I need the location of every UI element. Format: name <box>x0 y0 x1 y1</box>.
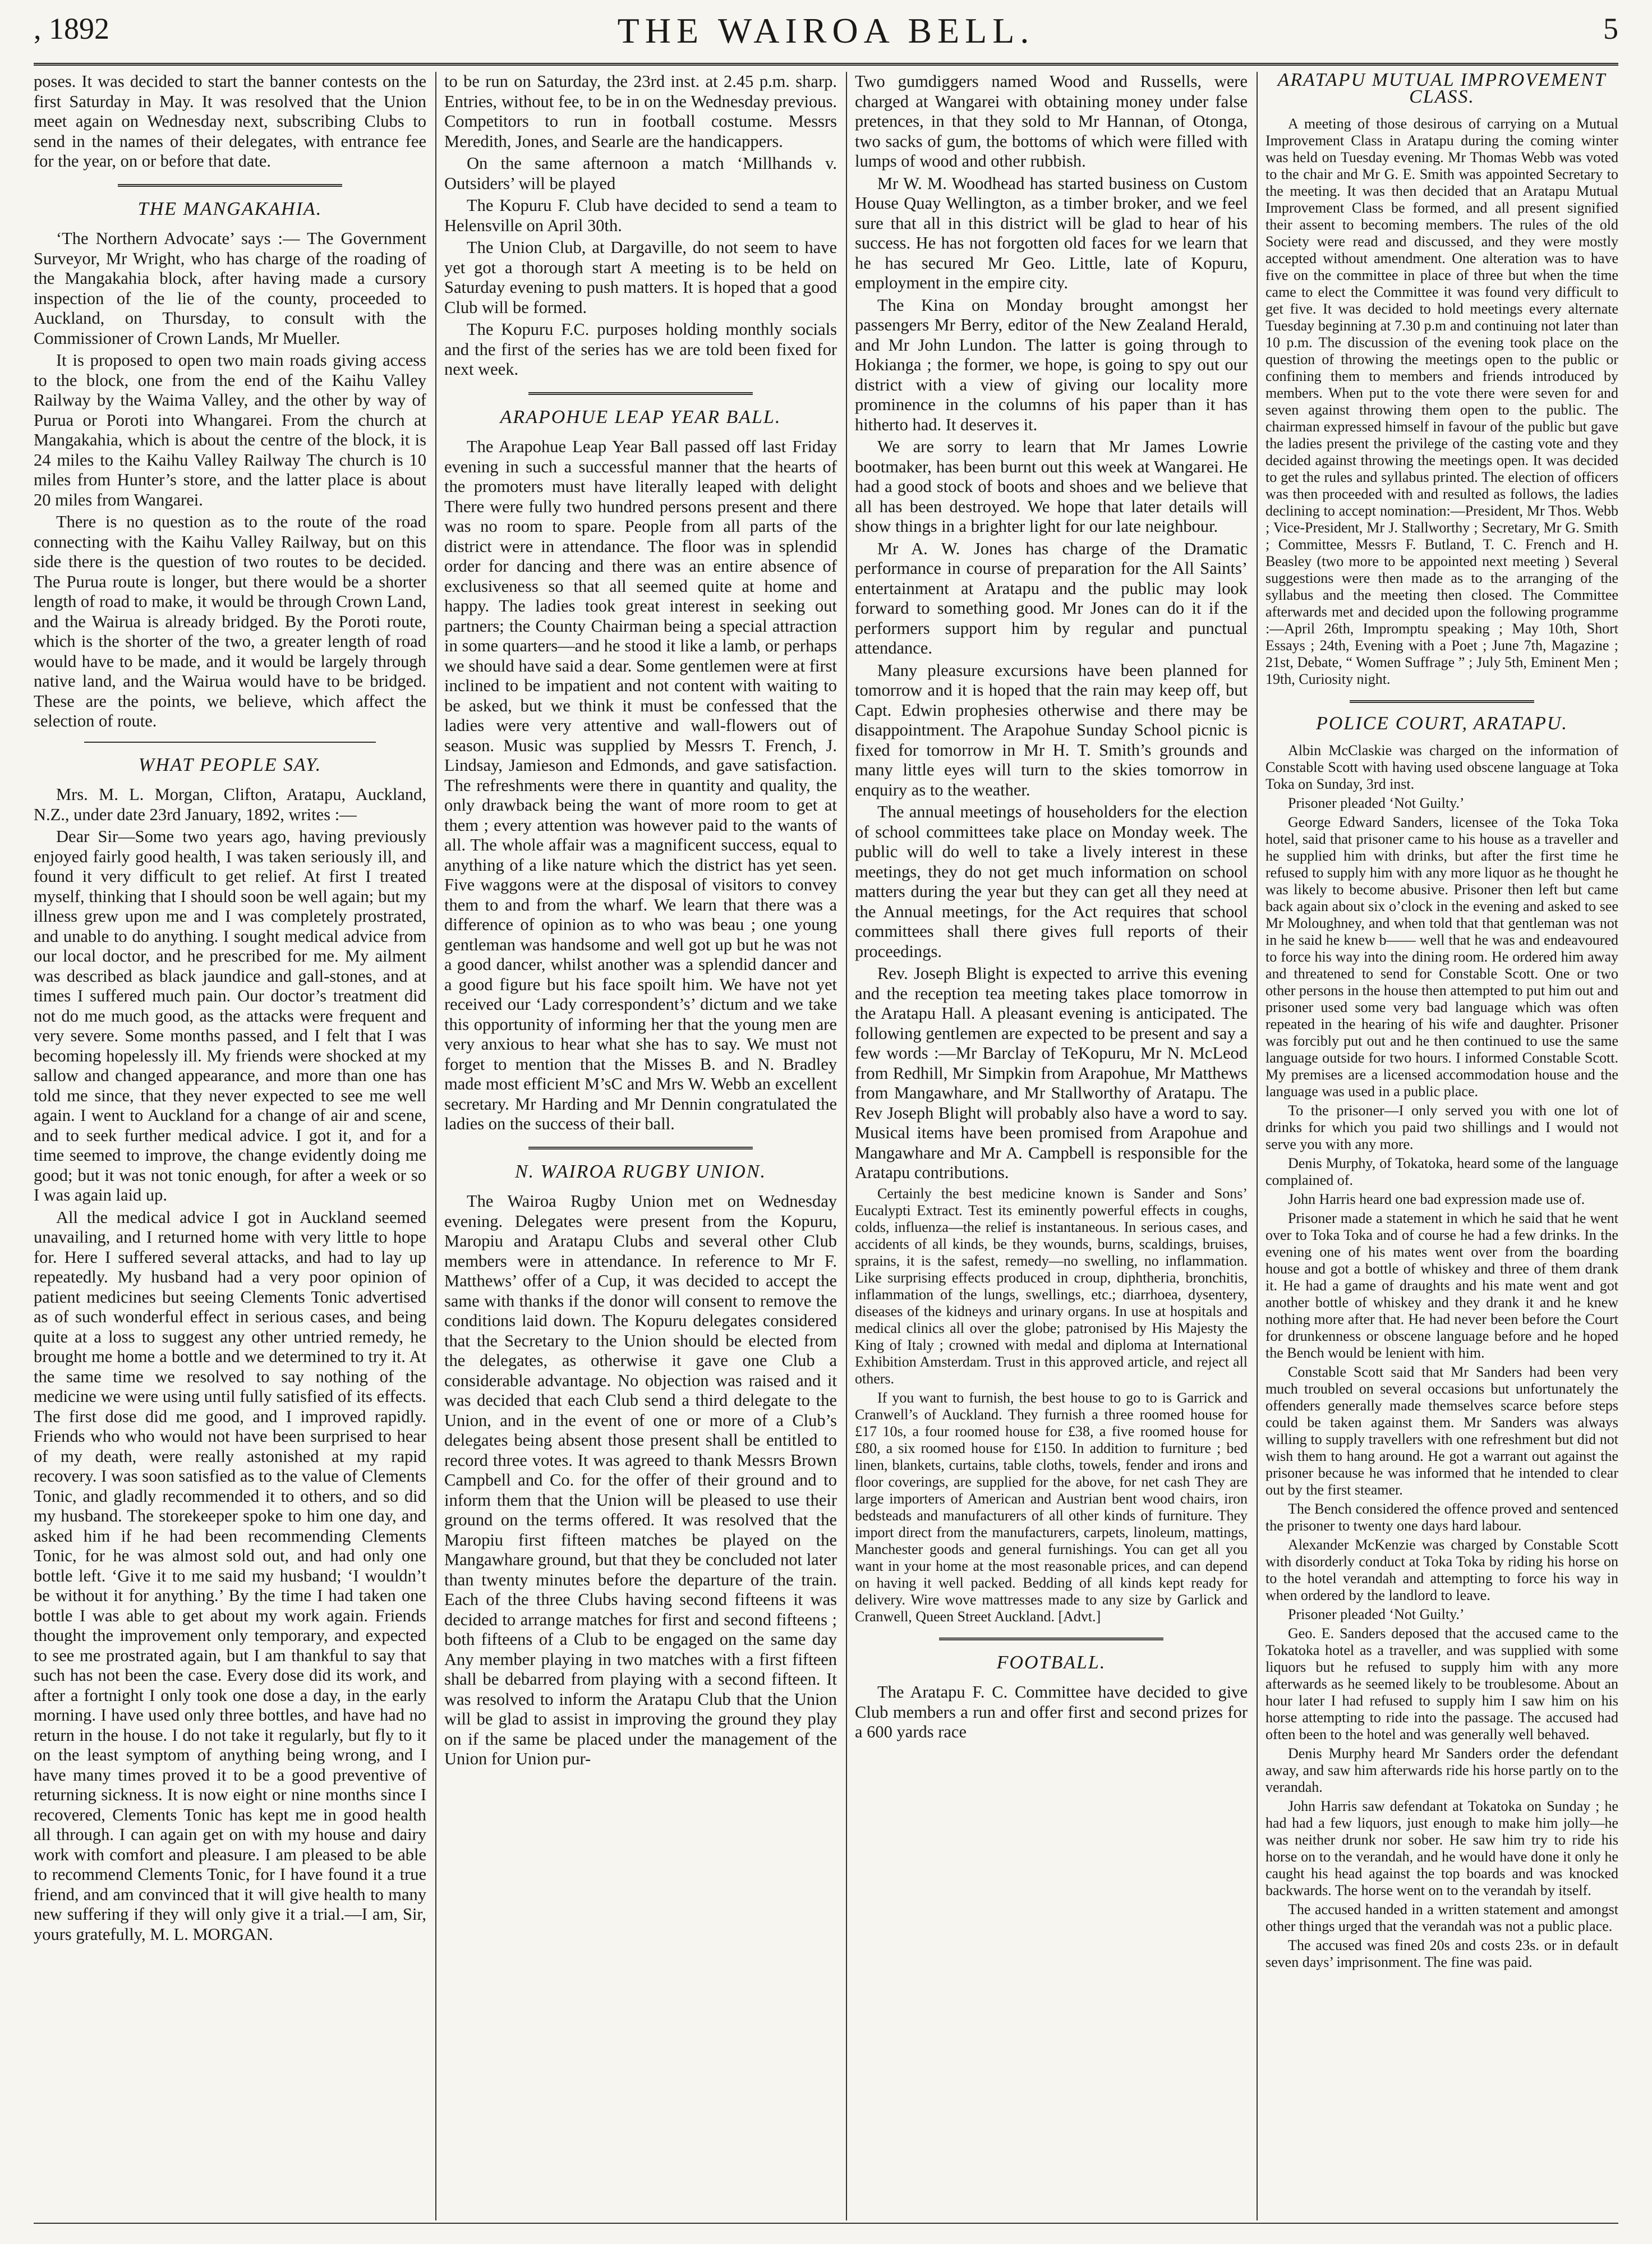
column-divider <box>1257 72 1258 2220</box>
paragraph: The accused was fined 20s and costs 23s. or in default seven days’ imprisonment. The fine was paid. <box>1266 1937 1618 1970</box>
column-3 <box>855 72 1248 2220</box>
paragraph: Many pleasure excursions have been planned for tomorrow and it is hoped that the rain may keep off, but Capt. Edwin prophesies otherwise and there may be disappointment. The Arapohue Sunday School picnic is fixed for tomorrow in Mr H. T. Smith’s grounds and many little eyes will turn to the skies tomorrow in enquiry as to the weather. <box>855 660 1248 799</box>
headline-rugby-union: N. WAIROA RUGBY UNION. <box>514 1161 767 1182</box>
paragraph: Two gumdiggers named Wood and Russells, were charged at Wangarei with obtaining money under false pretences, in that they sold to Mr Hannan, of Otonga, two sacks of gum, the bottoms of which were filled with lumps of wood and other rubbish. <box>855 72 1248 171</box>
masthead-year: , 1892 <box>34 12 109 45</box>
masthead-title: THE WAIROA BELL. <box>617 11 1035 50</box>
paragraph: John Harris saw defendant at Tokatoka on Sunday ; he had had a few liquors, just enough to make him jolly—he was neither drunk nor sober. He saw him try to ride his horse on to the verandah, and he would have done it only he caught his head against the top boards and was knocked backwards. The horse went on to the verandah by itself. <box>1266 1798 1618 1898</box>
column-1 <box>34 72 426 2220</box>
section-divider <box>1350 700 1534 703</box>
paragraph: Mr A. W. Jones has charge of the Dramatic performance in course of preparation for the All Saints’ entertainment at Aratapu and the public may look forward to something good. Mr Jones can do it if the performers support him by regular and punctual attendance. <box>855 539 1248 657</box>
paragraph: The Kina on Monday brought amongst her passengers Mr Berry, editor of the New Zealand Herald, and Mr John Lundon. The latter is going through to Hokianga ; the former, we hope, is going to spy out our district with a view of giving our locality more prominence in the columns of his paper than it has hitherto had. It deserves it. <box>855 295 1248 434</box>
paragraph: Alexander McKenzie was charged by Constable Scott with disorderly conduct at Toka Toka by riding his horse on to the hotel verandah and attempting to force his way in when ordered by the landlord to leave. <box>1266 1537 1618 1603</box>
paragraph: The Kopuru F. Club have decided to send a team to Helensville on April 30th. <box>444 196 837 235</box>
paragraph: The annual meetings of householders for the election of school committees take place on Monday week. The public will do well to take a lively interest in these meetings, they do not get much information on school matters during the year but they can get all they need at the Annual meetings, for the Act requires that school committees shall there gives full reports of their proceedings. <box>855 802 1248 961</box>
column-divider <box>846 72 847 2220</box>
paragraph: Geo. E. Sanders deposed that the accused came to the Tokatoka hotel as a traveller, and was supplied with some liquors but he refused to supply him with any more afterwards as he seemed likely to be troublesome. About an hour later I had refused to supply him I saw him on his horse attempting to ride into the passage. The accused had often been to the hotel and was generally well behaved. <box>1266 1625 1618 1742</box>
paragraph: Constable Scott said that Mr Sanders had been very much troubled on several occasions but unfortunately the offenders generally made themselves scarce before steps could be taken against them. Mr Sanders was always willing to supply travellers with one refreshment but did not wish them to hang around. He got a warrant out against the prisoner because he was informed that he intended to clear out by the first steamer. <box>1266 1364 1618 1498</box>
paragraph: ‘The Northern Advocate’ says :— The Government Surveyor, Mr Wright, who has charge of the roading of the Mangakahia block, after having made a cursory inspection of the lie of the county, proceeded to Auckland, on Thursday, to consult with the Commissioner of Crown Lands, Mr Mueller. <box>34 229 426 348</box>
paragraph: Denis Murphy, of Tokatoka, heard some of the language complained of. <box>1266 1155 1618 1188</box>
paragraph: John Harris heard one bad expression made use of. <box>1288 1191 1585 1207</box>
section-divider <box>528 392 753 395</box>
headline-mangakahia: THE MANGAKAHIA. <box>137 198 323 219</box>
masthead <box>34 7 1618 66</box>
headline-football: FOOTBALL. <box>996 1652 1106 1673</box>
paragraph: The accused handed in a written statement and amongst other things urged that the verandah was not a public place. <box>1266 1901 1618 1934</box>
paragraph: To the prisoner—I only served you with one lot of drinks for which you paid two shillings and I would not serve you with any more. <box>1266 1102 1618 1152</box>
paragraph: All the medical advice I got in Auckland seemed unavailing, and I returned home with very little to hope for. Here I suffered several attacks, and had to lay up repeatedly. My husband had a very poor opinion of patient medicines but seeing Clements Tonic advertised as of such wonderful effect in serious cases, and being quite at a loss to suggest any other untried remedy, he brought me home a bottle and we determined to try it. At the same time we resolved to say nothing of the medicine we were using until fully satisfied of its effects. The first dose did me good, and I improved rapidly. Friends who who would not have been surprised to hear of my death, were really astonished at my rapid recovery. I was soon satisfied as to the value of Clements Tonic, and gladly recommended it to others, and so did my husband. The storekeeper spoke to him one day, and asked him if he had been recommending Clements Tonic, for he was almost sold out, and had only one bottle left. ‘Give it to me said my husband; ‘I wouldn’t be without it for anything.’ By the time I had taken one bottle I was able to get about my work again. Friends thought the improvement only temporary, and expected to see me prostrated again, but I am thankful to say that such has not been the case. Every dose did its work, and after a fortnight I only took one dose a day, in the early morning. I have used only three bottles, and have had no return in the house. I do not take it regularly, but fly to it on the least symptom of anything being wrong, and I have many times proved it to be a good preventive of returning sickness. It is now eight or nine months since I recovered, Clements Tonic has kept me in good health all through. I can again get on with my house and dairy work with comfort and pleasure. I am pleased to be able to recommend Clements Tonic, for I have found it a true friend, and am convinced that it will give health to many new suffering if they will only give it a trial.—I am, Sir, yours gratefully, M. L. MORGAN. <box>34 1207 426 1944</box>
section-divider <box>118 184 342 187</box>
paragraph: A meeting of those desirous of carrying on a Mutual Improvement Class in Aratapu during the coming winter was held on Tuesday evening. Mr Thomas Webb was voted to the chair and Mr G. E. Smith was appointed Secretary to the meeting. It was then decided that an Aratapu Mutual Improvement Class be formed, and all present signified their assent to becoming members. The rules of the old Society were read and discussed, and they were mostly accepted without amendment. One alteration was to have five on the committee in place of three but when the time came to elect the Committee it was found very difficult to get five. It was decided to hold meetings every alternate Tuesday beginning at 7.30 p.m and continuing not later than 10 p.m. The discussion of the evening took place on the question of throwing the meetings open to the public or confining them to members and friends introduced by members. When put to the vote there were seven for and seven against throwing them open to the public. The chairman expressed himself in favour of the public but gave the ladies present the privilege of the casting vote and they decided against throwing the meetings open. It was decided to get the rules and syllabus printed. The election of officers was then proceeded with and resulted as follows, the ladies declining to accept nomination:—President, Mr Thos. Webb ; Vice-President, Mr J. Stallworthy ; Secretary, Mr G. Smith ; Committee, Messrs F. Butland, T. C. French and H. Beasley (two more to be appointed next meeting ) Several suggestions were then made as to the arranging of the syllabus and the meeting then closed. The Committee afterwards met and decided upon the following programme :—April 26th, Impromptu speaking ; May 10th, Short Essays ; 24th, Evening with a Poet ; June 7th, Magazine ; 21st, Debate, “ Women Suffrage ” ; July 5th, Eminent Men ; 19th, Curiosity night. <box>1266 116 1618 687</box>
paragraph: Prisoner pleaded ‘Not Guilty.’ <box>1288 795 1465 811</box>
paragraph: The Kopuru F.C. purposes holding monthly socials and the first of the series has we are told been fixed for next week. <box>444 320 837 379</box>
column-2 <box>444 72 837 2220</box>
section-divider <box>939 1638 1163 1640</box>
headline-police-court: POLICE COURT, ARATAPU. <box>1316 713 1568 734</box>
column-4 <box>1266 72 1618 2220</box>
paragraph: The Aratapu F. C. Committee have decided to give Club members a run and offer first and second prizes for a 600 yards race <box>855 1682 1248 1741</box>
paragraph: Mrs. M. L. Morgan, Clifton, Aratapu, Auckland, N.Z., under date 23rd January, 1892, writes :— <box>34 785 426 824</box>
paragraph: Prisoner made a statement in which he said that he went over to Toka Toka and of course he had a few drinks. In the evening one of his mates went over from the boarding house and got a bottle of whiskey and three of them drank it. He had a game of draughts and his mate went and got another bottle of whiskey and they drank it and he knew nothing more after that. He had never been before the Court for drunkenness or obscene language before and he hoped the Bench would be lenient with him. <box>1266 1210 1618 1361</box>
paragraph: It is proposed to open two main roads giving access to the block, one from the end of the Kaihu Valley Railway by the Waima Valley, and the other by way of Purua or Poroti into Whangarei. From the church at Mangakahia, which is about the centre of the block, it is 24 miles to the Kaihu Valley Railway The church is 10 miles from Hunter’s store, and the latter place is about 20 miles from Wangarei. <box>34 351 426 509</box>
paragraph: Mr W. M. Woodhead has started business on Custom House Quay Wellington, as a timber broker, and we feel sure that all in this district will be glad to hear of his success. He has not forgotten old faces for we learn that he has secured Mr Geo. Little, late of Kopuru, employment in the empire city. <box>855 173 1248 292</box>
advertisement-furniture: If you want to furnish, the best house to go to is Garrick and Cranwell’s of Auckland. They furnish a three roomed house for £17 10s, a four roomed house for £38, a five roomed house for £80, a six roomed house for £150. In addition to furniture ; bed linen, blankets, curtains, table cloths, towels, fender and irons and floor coverings, are supplied for the above, for net cash They are large importers of American and Austrian bent wood chairs, iron bedsteads and manufacturers of all other kinds of furniture. They import direct from the manufacturers, carpets, linoleum, mattings, Manchester goods and general furnishings. You can get all you want in your home at the most reasonable prices, and can depend on having it well packed. Bedding of all kinds kept ready for delivery. Wire wove mattresses made to any size by Garlick and Cranwell, Queen Street Auckland. [Advt.] <box>855 1389 1248 1625</box>
paragraph: On the same afternoon a match ‘Millhands v. Outsiders’ will be played <box>444 154 837 193</box>
paragraph: Albin McClaskie was charged on the information of Constable Scott with having used obscene language at Toka Toka on Sunday, 3rd inst. <box>1266 742 1618 792</box>
paragraph: Dear Sir—Some two years ago, having previously enjoyed fairly good health, I was taken seriously ill, and found it very difficult to get relief. At first I treated myself, thinking that I should soon be well again; but my illness grew upon me and I was completely prostrated, and unable to do anything. I sought medical advice from our local doctor, and he prescribed for me. My ailment was described as black jaundice and gall-stones, and at times I suffered much pain. Our doctor’s treatment did not do me much good, as the attacks were frequent and very severe. Some months passed, and I felt that I was becoming hopelessly ill. My friends were shocked at my sallow and changed appearance, and more than one has told me since, that they never expected to see me well again. I went to Auckland for a change of air and scene, and to seek further medical advice. I got it, and for a time seemed to improve, the change evidently doing me good; but it was not tonic enough, for after a week or so I was again laid up. <box>34 827 426 1204</box>
paragraph: The Wairoa Rugby Union met on Wednesday evening. Delegates were present from the Kopuru, Maropiu and Aratapu Clubs and several other Club members were in attendance. In reference to Mr F. Matthews’ offer of a Cup, it was decided to accept the same with thanks if the donor will consent to remove the conditions laid down. The Kopuru delegates considered that the Secretary to the Union should be elected from the delegates, as otherwise it gave one Club a considerable advantage. No objection was raised and it was decided that each Club send a third delegate to the Union, and in the event of one or more of a Club’s delegates being absent those present shall be entitled to record three votes. It was agreed to thank Messrs Brown Campbell and Co. for the offer of their ground and to inform them that the Union will be pleased to use their ground on the terms offered. It was resolved that the Maropiu first fifteen matches be played on the Mangawhare ground, but that they be concluded not later than twenty minutes before the departure of the train. Each of the three Clubs having second fifteens it was decided to arrange matches for first and second fifteens ; both fifteens of a Club to be engaged on the same day Any member playing in two matches with a first fifteen shall be debarred from playing with a second fifteen. It was resolved to inform the Aratapu Club that the Union will be glad to assist in improving the ground they play on if the same be placed under the management of the Union for Union pur- <box>444 1192 837 1768</box>
paragraph: The Bench considered the offence proved and sentenced the prisoner to twenty one days hard labour. <box>1266 1501 1618 1534</box>
section-divider <box>528 1147 753 1149</box>
article-continuation: poses. It was decided to start the banner contests on the first Saturday in May. It was resolved that the Union meet again on Wednesday next, subscribing Clubs to send in the names of their delegates, with entrance fee for the year, on or before that date. <box>34 72 426 171</box>
paragraph: We are sorry to learn that Mr James Lowrie bootmaker, has been burnt out this week at Wangarei. He had a good stock of boots and shoes and we believe that all has been destroyed. We hope that later details will show things in a brighter light for our late neighbour. <box>855 437 1248 536</box>
paragraph: to be run on Saturday, the 23rd inst. at 2.45 p.m. sharp. Entries, without fee, to be in on the Wednesday previous. Competitors to run in football costume. Messrs Meredith, Jones, and Searle are the handicappers. <box>444 72 837 151</box>
paragraph: Prisoner pleaded ‘Not Guilty.’ <box>1288 1606 1465 1622</box>
advertisement-eucalypti: Certainly the best medicine known is Sander and Sons’ Eucalypti Extract. Test its eminently powerful effects in coughs, colds, influenza—the relief is instantaneous. In serious cases, and accidents of all kinds, be they wounds, burns, scaldings, bruises, sprains, it is the safest, remedy—no swelling, no inflammation. Like surprising effects produced in croup, diphtheria, bronchitis, inflammation of the lungs, swellings, etc.; diarrhoea, dysentery, diseases of the kidneys and urinary organs. In use at hospitals and medical clinics all over the globe; patronised by His Majesty the King of Italy ; crowned with medal and diploma at International Exhibition Amsterdam. Trust in this approved article, and reject all others. <box>855 1185 1248 1387</box>
paragraph: Denis Murphy heard Mr Sanders order the defendant away, and saw him afterwards ride his horse partly on to the verandah. <box>1266 1745 1618 1795</box>
bottom-rule <box>34 2223 1618 2224</box>
headline-what-people-say: WHAT PEOPLE SAY. <box>138 754 322 775</box>
paragraph: George Edward Sanders, licensee of the Toka Toka hotel, said that prisoner came to his house as a traveller and he supplied him with drinks, but after the first time he refused to supply him with any more liquor as he thought he was likely to become abusive. Prisoner then left but came back again about six o’clock in the evening and asked to see Mr Moloughney, and when told that that gentleman was not in he said he knew b—— well that he was and endeavoured to force his way into the dining room. He ordered him away and threatened to send for Constable Scott. One or two other persons in the house then attempted to put him out and prisoner used some very bad language which was often repeated in the hearing of his wife and daughter. Prisoner was forcibly put out and he then continued to use the same language outside for two hours. I informed Constable Scott. My premises are a licensed accommodation house and the language was used in a public place. <box>1266 814 1618 1100</box>
section-divider <box>84 742 376 743</box>
headline-improvement-class: ARATAPU MUTUAL IMPROVEMENT CLASS. <box>1277 72 1607 107</box>
paragraph: Rev. Joseph Blight is expected to arrive this evening and the reception tea meeting takes place tomorrow in the Aratapu Hall. A pleasant evening is anticipated. The following gentlemen are expected to be present and say a few words :—Mr Barclay of TeKopuru, Mr N. McLeod from Redhill, Mr Simpkin from Arapohue, Mr Matthews from Mangawhare, and Mr Stallworthy of Aratapu. The Rev Joseph Blight will probably also have a word to say. Musical items have been promised from Arapohue and Mangawhare and Mr A. Campbell is responsible for the Aratapu contributions. <box>855 964 1248 1182</box>
column-divider <box>435 72 436 2220</box>
headline-leap-year-ball: ARAPOHUE LEAP YEAR BALL. <box>500 406 781 427</box>
paragraph: There is no question as to the route of the road connecting with the Kaihu Valley Railway, but on this side there is the question of two routes to be decided. The Purua route is longer, but there would be a shorter length of road to make, it would be through Crown Land, and the Wairua is already bridged. By the Poroti route, which is the shorter of the two, a greater length of road would have to be made, and it would be largely through native land, and the Wairua would have to be bridged. These are the points, we believe, which affect the selection of route. <box>34 512 426 730</box>
paragraph: The Arapohue Leap Year Ball passed off last Friday evening in such a successful manner that the hearts of the promoters must have literally leaped with delight There were fully two hundred persons present and there was no room to spare. People from all parts of the district were in attendance. The floor was in splendid order for dancing and there was an entire absence of exclusiveness so that all seemed quite at home and happy. The ladies took great interest in seeking out partners; the County Chairman being a special attraction in some quarters—and he stood it like a lamb, or perhaps we should have said a dear. Some gentlemen were at first inclined to be impatient and not content with waiting to be asked, but we think it must be confessed that the ladies were very attentive and wall-flowers out of season. Music was supplied by Messrs T. French, J. Lindsay, Jamieson and Edmonds, and gave satisfaction. The refreshments were there in quantity and quality, the only drawback being the want of more room to get at them ; every attention was however paid to the wants of all. The whole affair was a magnificent success, equal to anything of a like nature which the district has yet seen. Five waggons were at the disposal of visitors to convey them to and from the wharf. We learn that there was a difference of opinion as to who was beau ; one young gentleman was handsome and well got up but he was not a good dancer, whilst another was a splendid dancer and a good figure but his face spoilt him. We have not yet received our ‘Lady correspondent’s’ dictum and we take this opportunity of informing her that the young men are very anxious to hear what she has to say. We must not forget to mention that the Misses B. and N. Bradley made most efficient M’sC and Mrs W. Webb an excellent secretary. Mr Harding and Mr Dennin congratulated the ladies on the success of their ball. <box>444 437 837 1133</box>
paragraph: The Union Club, at Dargaville, do not seem to have yet got a thorough start A meeting is to be held on Saturday evening to push matters. It is hoped that a good Club will be formed. <box>444 238 837 317</box>
page-number: 5 <box>1603 12 1618 45</box>
